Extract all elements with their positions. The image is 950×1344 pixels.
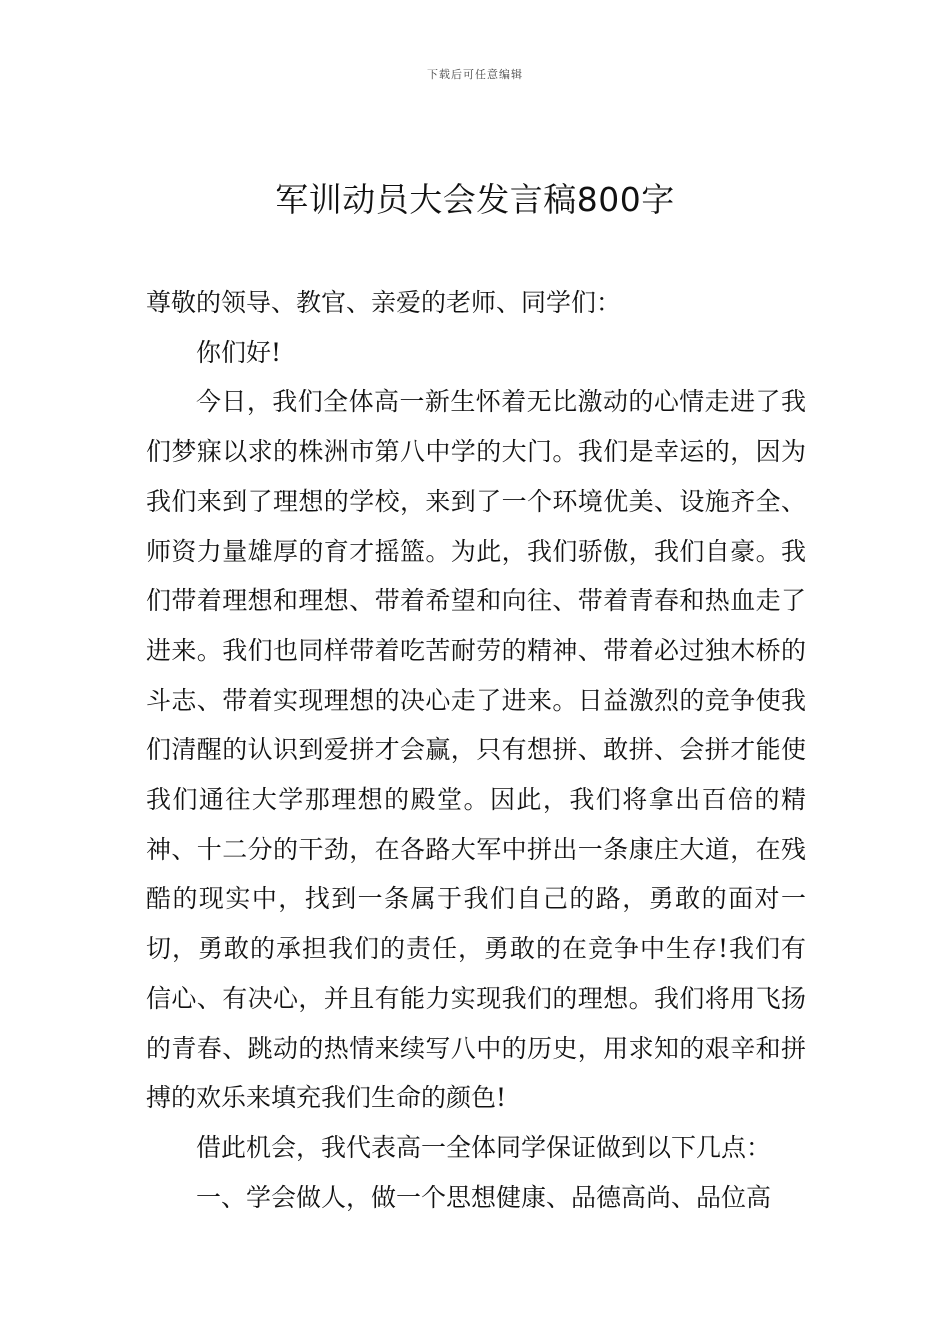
paragraph-1: 今日，我们全体高一新生怀着无比激动的心情走进了我们梦寐以求的株洲市第八中学的大门。我们是幸运的，因为我们来到了理想的学校，来到了一个环境优美、设施齐全、师资力量雄厚的育才摇篮。为此，我们骄傲，我们自豪。我们带着理想和理想、带着希望和向往、带着青春和热血走了进来。我们也同样带着吃苦耐劳的精神、带着必过独木桥的斗志、带着实现理想的决心走了进来。日益激烈的竞争使我们清醒的认识到爱拼才会赢，只有想拼、敢拼、会拼才能使我们通往大学那理想的殿堂。因此，我们将拿出百倍的精神、十二分的干劲，在各路大军中拼出一条康庄大道，在残酷的现实中，找到一条属于我们自己的路，勇敢的面对一切，勇敢的承担我们的责任，勇敢的在竞争中生存!我们有信心、有决心，并且有能力实现我们的理想。我们将用飞扬的青春、跳动的热情来续写八中的历史，用求知的艰辛和拼搏的欢乐来填充我们生命的颜色!: [146, 387, 806, 1113]
paragraph-2: 借此机会，我代表高一全体同学保证做到以下几点：: [196, 1132, 772, 1162]
paragraph-3: 一、学会做人，做一个思想健康、品德高尚、品位高: [196, 1182, 772, 1212]
salutation: 尊敬的领导、教官、亲爱的老师、同学们：: [146, 288, 622, 317]
header-note: 下载后可任意编辑: [427, 68, 523, 81]
document-body: [146, 278, 806, 1222]
greeting: 你们好!: [196, 337, 282, 367]
document-title: 军训动员大会发言稿800字: [275, 180, 675, 219]
